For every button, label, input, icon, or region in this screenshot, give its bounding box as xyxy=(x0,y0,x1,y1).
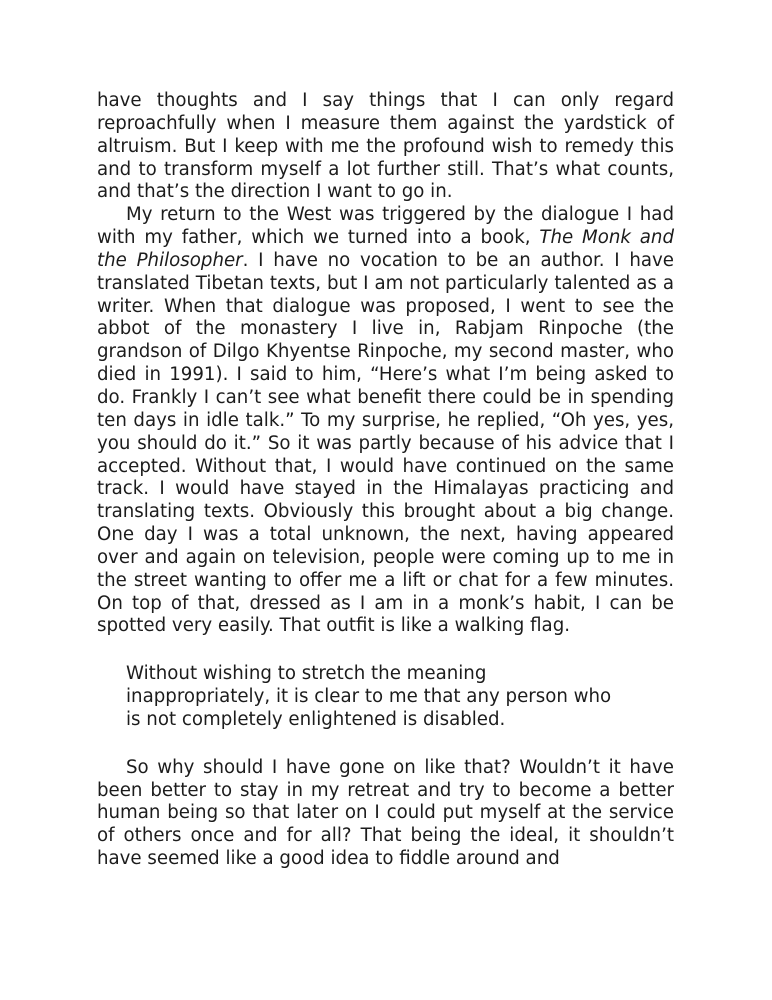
paragraph-return-to-west xyxy=(97,204,674,638)
block-quote-line: is not completely enlightened is disabled. xyxy=(126,708,506,730)
paragraph-text: My return to the West was triggered by the dialogue I had with my father, which we turned into a book, xyxy=(97,204,674,249)
book-title: The Monk and the Philosopher xyxy=(97,227,674,271)
block-quote xyxy=(126,663,646,732)
paragraph-text: . I have no vocation to be an author. I have translated Tibetan texts, but I am not particularly talented as a writer. When that dialogue was proposed, I went to see the abbot of the monastery I live in, Rabjam Rinpoche (the grandson of Dilgo Khyentse Rinpoche, my second master, who died in 1991). I said to him, “Here’s what I’m being asked to do. Frankly I can’t see what benefit there could be in spending ten days in idle talk.” To my surprise, he replied, “Oh yes, yes, you should do it.” So it was partly because of his advice that I accepted. Without that, I would have continued on the same track. I would have stayed in the Himalayas practicing and translating texts. Obviously this brought about a big change. One day I was a total unknown, the next, having appeared over and again on television, people were coming up to me in the street wanting to offer me a lift or chat for a few minutes. On top of that, dressed as I am in a monk’s habit, I can be spotted very easily. That outfit is like a walking flag. xyxy=(97,249,674,637)
block-quote-line: Without wishing to stretch the meaning xyxy=(126,663,487,685)
block-quote-line: inappropriately, it is clear to me that any person who xyxy=(126,686,612,708)
paragraph-continuation: have thoughts and I say things that I can only regard reproachfully when I measure them against the yardstick of altruism. But I keep with me the profound wish to remedy this and to transform myself a lot further still. That’s what counts, and that’s the direction I want to go in. xyxy=(97,90,674,203)
paragraph-retreat-question: So why should I have gone on like that? Wouldn’t it have been better to stay in my retreat and try to become a better human being so that later on I could put myself at the service of others once and for all? That being the ideal, it shouldn’t have seemed like a good idea to fiddle around and xyxy=(97,756,674,870)
text-column xyxy=(97,90,674,871)
